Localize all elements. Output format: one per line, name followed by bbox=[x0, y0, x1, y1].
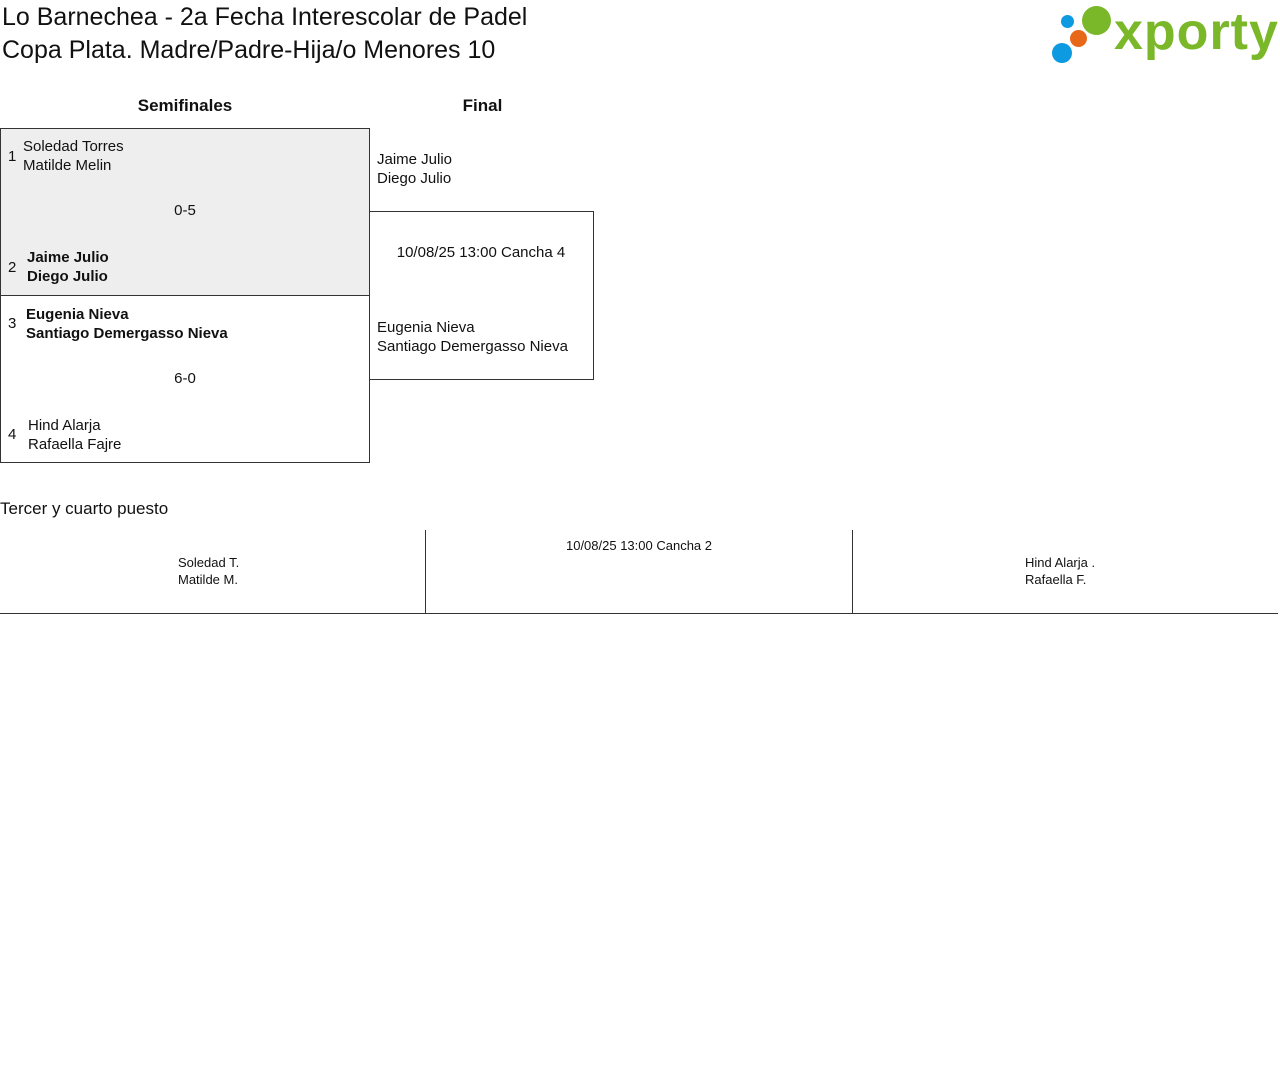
player-name: Soledad T. bbox=[178, 555, 240, 570]
seed-number: 4 bbox=[8, 426, 17, 443]
player-name: Matilde M. bbox=[178, 572, 238, 587]
player-name: Rafaella F. bbox=[1025, 572, 1087, 587]
third-place-match-info: 10/08/25 13:00 Cancha 2 bbox=[565, 538, 712, 553]
final-team-bottom bbox=[377, 318, 568, 356]
player-name: Hind Alarja bbox=[28, 417, 101, 434]
logo-dot-blue-small bbox=[1061, 15, 1074, 28]
page-subtitle: Copa Plata. Madre/Padre-Hija/o Menores 10 bbox=[2, 36, 496, 64]
match-score: 6-0 bbox=[174, 370, 196, 387]
third-place-info-box[interactable] bbox=[426, 530, 852, 614]
match-score: 0-5 bbox=[174, 202, 196, 219]
team-entry bbox=[23, 137, 124, 175]
team-entry-winner bbox=[27, 248, 109, 286]
semifinal-match-2[interactable] bbox=[0, 295, 370, 463]
page-title: Lo Barnechea - 2a Fecha Interescolar de Padel bbox=[2, 3, 528, 31]
player-name: Matilde Melin bbox=[23, 157, 112, 174]
third-place-title: Tercer y cuarto puesto bbox=[0, 499, 169, 518]
third-place-team-left-box[interactable] bbox=[0, 530, 426, 614]
round-label-semifinals: Semifinales bbox=[137, 96, 233, 115]
final-match-info: 10/08/25 13:00 Cancha 4 bbox=[396, 244, 566, 261]
final-team-top bbox=[377, 150, 452, 188]
logo-dot-green bbox=[1082, 6, 1111, 35]
player-name: Eugenia Nieva bbox=[26, 306, 129, 323]
player-name: Hind Alarja . bbox=[1025, 555, 1096, 570]
player-name: Jaime Julio bbox=[27, 249, 109, 266]
third-place-team-right-box[interactable] bbox=[852, 530, 1278, 614]
player-name: Diego Julio bbox=[377, 170, 452, 187]
semifinal-match-1[interactable] bbox=[0, 128, 370, 296]
team-entry bbox=[28, 416, 121, 454]
seed-number: 2 bbox=[8, 259, 17, 276]
team-entry bbox=[178, 554, 239, 588]
round-label-final: Final bbox=[462, 96, 503, 115]
logo-dot-blue bbox=[1052, 43, 1072, 63]
player-name: Jaime Julio bbox=[377, 151, 453, 168]
player-name: Santiago Demergasso Nieva bbox=[26, 325, 228, 342]
xporty-logo[interactable] bbox=[1050, 4, 1278, 68]
seed-number: 1 bbox=[8, 148, 17, 165]
player-name: Rafaella Fajre bbox=[28, 436, 122, 453]
player-name: Eugenia Nieva bbox=[377, 319, 475, 336]
player-name: Santiago Demergasso Nieva bbox=[377, 338, 568, 355]
player-name: Soledad Torres bbox=[23, 138, 124, 155]
team-entry bbox=[1025, 554, 1095, 588]
team-entry-winner bbox=[26, 305, 228, 343]
logo-dot-orange bbox=[1070, 30, 1087, 47]
player-name: Diego Julio bbox=[27, 268, 108, 285]
logo-wordmark: xporty bbox=[1114, 3, 1279, 61]
seed-number: 3 bbox=[8, 315, 17, 332]
